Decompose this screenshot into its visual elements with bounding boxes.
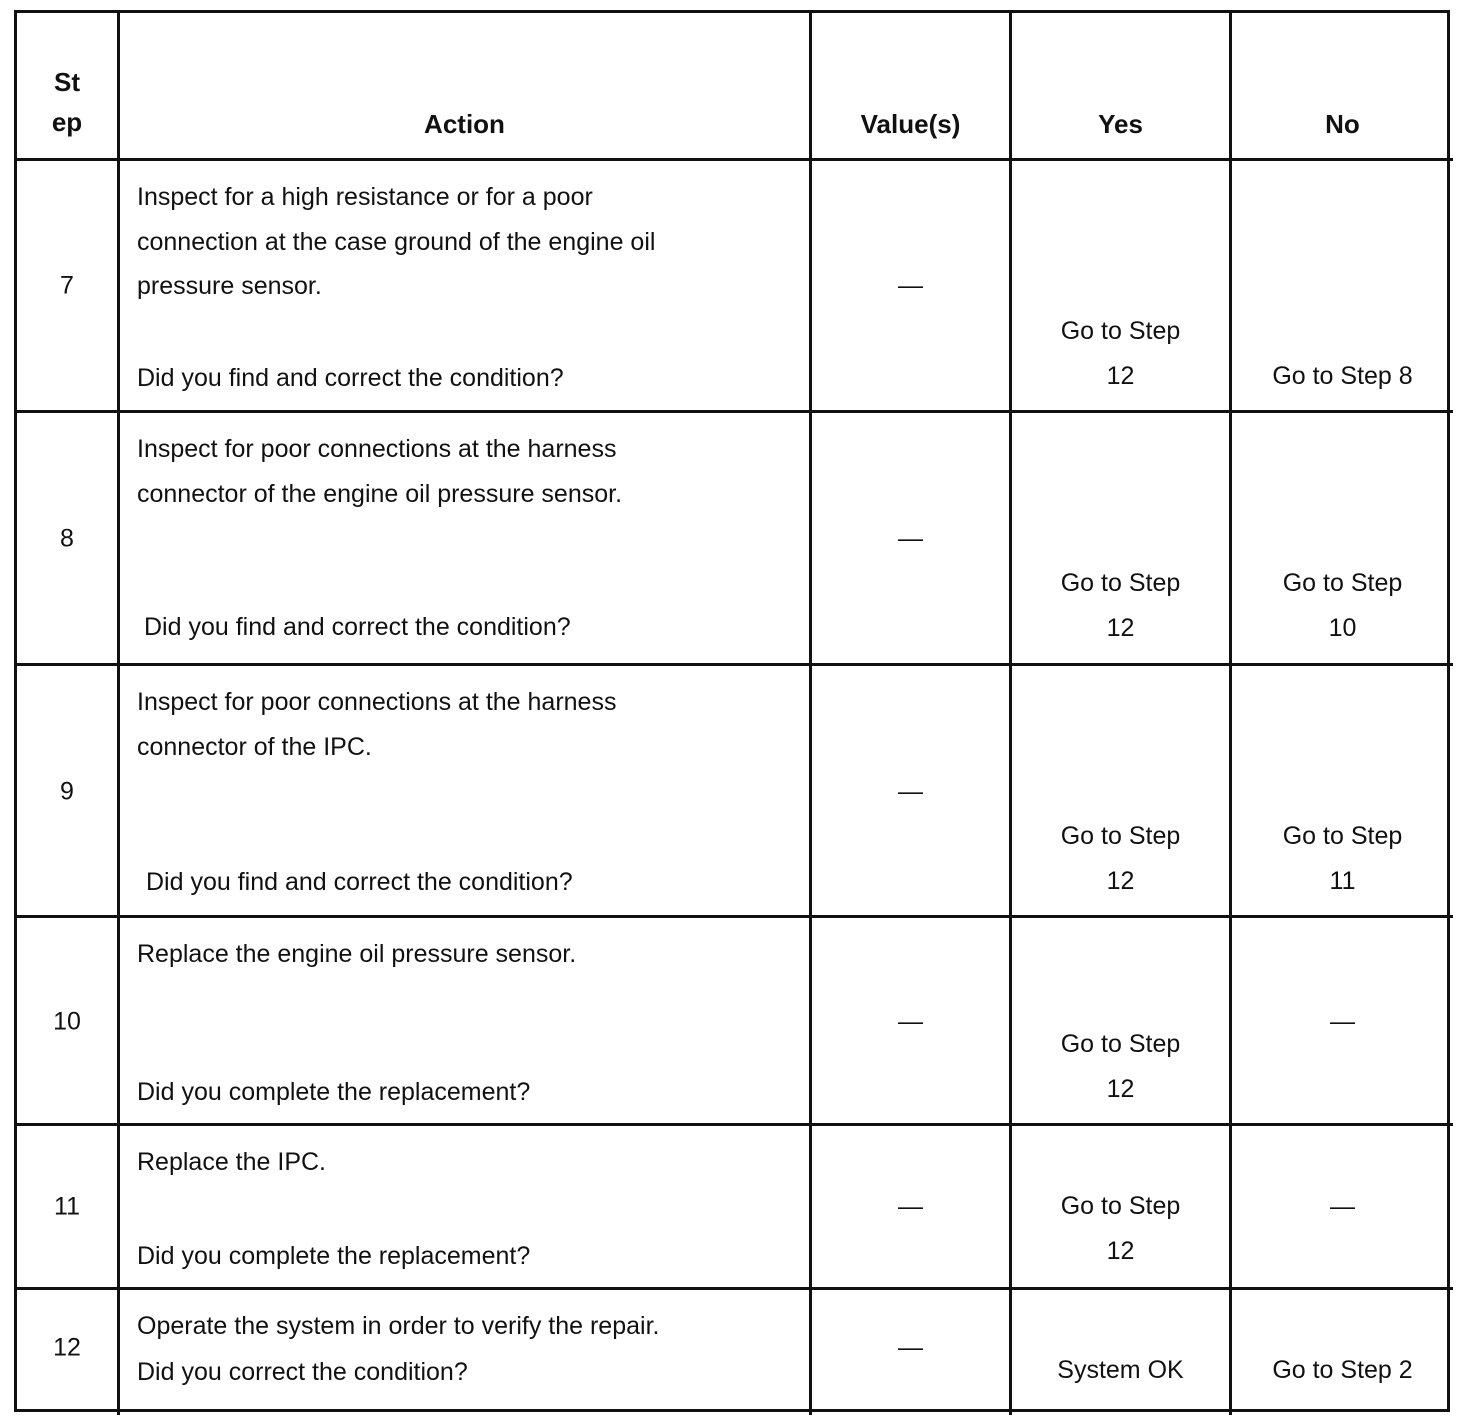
header-step-label: St ep — [51, 67, 83, 137]
step-number: 11 — [54, 1192, 80, 1221]
action-question: Did you find and correct the condition? — [146, 868, 573, 896]
step-number: 10 — [53, 1007, 81, 1036]
step-number: 12 — [53, 1333, 81, 1362]
yes-text: Go to Step 12 — [1060, 569, 1181, 642]
yes-cell — [1012, 161, 1232, 413]
value-cell — [812, 161, 1012, 413]
value-cell — [812, 1126, 1012, 1290]
header-action-label: Action — [424, 109, 505, 139]
no-text: — — [1330, 1192, 1355, 1221]
no-cell — [1232, 413, 1453, 666]
action-question: Did you complete the replacement? — [137, 1078, 531, 1106]
yes-text: Go to Step 12 — [1060, 822, 1181, 895]
step-cell — [17, 1126, 120, 1290]
action-text: Replace the IPC. — [137, 1148, 326, 1176]
no-cell — [1232, 666, 1453, 918]
yes-cell — [1012, 1290, 1232, 1415]
yes-text: System OK — [1057, 1356, 1184, 1384]
value-text: — — [898, 777, 923, 806]
action-cell — [120, 413, 812, 666]
action-question: Did you complete the replacement? — [137, 1242, 531, 1270]
header-no-label: No — [1325, 109, 1360, 139]
step-cell — [17, 413, 120, 666]
header-step — [17, 13, 120, 161]
action-question: Did you find and correct the condition? — [137, 364, 564, 392]
action-question: Did you find and correct the condition? — [144, 613, 571, 641]
yes-cell — [1012, 666, 1232, 918]
header-values — [812, 13, 1012, 161]
value-cell — [812, 413, 1012, 666]
step-cell — [17, 1290, 120, 1415]
step-cell — [17, 918, 120, 1126]
no-text: Go to Step 11 — [1282, 822, 1403, 895]
value-cell — [812, 666, 1012, 918]
value-text: — — [898, 1192, 923, 1221]
value-text: — — [898, 1007, 923, 1036]
action-cell — [120, 1290, 812, 1415]
step-number: 9 — [60, 777, 74, 806]
value-cell — [812, 918, 1012, 1126]
yes-cell — [1012, 1126, 1232, 1290]
header-yes — [1012, 13, 1232, 161]
no-cell — [1232, 918, 1453, 1126]
step-cell — [17, 161, 120, 413]
header-values-label: Value(s) — [860, 109, 961, 139]
header-yes-label: Yes — [1098, 109, 1143, 139]
action-text: Replace the engine oil pressure sensor. — [137, 940, 577, 968]
yes-cell — [1012, 413, 1232, 666]
action-text: Inspect for poor connections at the harness connector of the engine oil pressure sensor. — [137, 435, 623, 508]
no-cell — [1232, 161, 1453, 413]
action-cell — [120, 1126, 812, 1290]
header-action — [120, 13, 812, 161]
value-cell — [812, 1290, 1012, 1415]
value-text: — — [898, 271, 923, 300]
action-text: Inspect for a high resistance or for a poor connection at the case ground of the engine oil pressure sensor. — [137, 183, 656, 300]
action-cell — [120, 161, 812, 413]
action-cell — [120, 666, 812, 918]
no-text: Go to Step 10 — [1282, 569, 1403, 642]
no-text: Go to Step 2 — [1272, 1356, 1413, 1384]
yes-text: Go to Step 12 — [1060, 1030, 1181, 1103]
action-text: Inspect for poor connections at the harness connector of the IPC. — [137, 688, 617, 761]
step-number: 8 — [60, 524, 74, 553]
yes-text: Go to Step 12 — [1060, 1192, 1181, 1265]
yes-cell — [1012, 918, 1232, 1126]
diagnostic-table — [14, 10, 1450, 1412]
no-text: Go to Step 8 — [1272, 362, 1413, 390]
action-question: Did you correct the condition? — [137, 1358, 468, 1386]
step-cell — [17, 666, 120, 918]
no-cell — [1232, 1290, 1453, 1415]
action-text: Operate the system in order to verify the repair. — [137, 1312, 660, 1340]
header-no — [1232, 13, 1453, 161]
step-number: 7 — [60, 271, 74, 300]
value-text: — — [898, 1333, 923, 1362]
yes-text: Go to Step 12 — [1060, 317, 1181, 390]
value-text: — — [898, 524, 923, 553]
no-cell — [1232, 1126, 1453, 1290]
no-text: — — [1330, 1007, 1355, 1036]
action-cell — [120, 918, 812, 1126]
